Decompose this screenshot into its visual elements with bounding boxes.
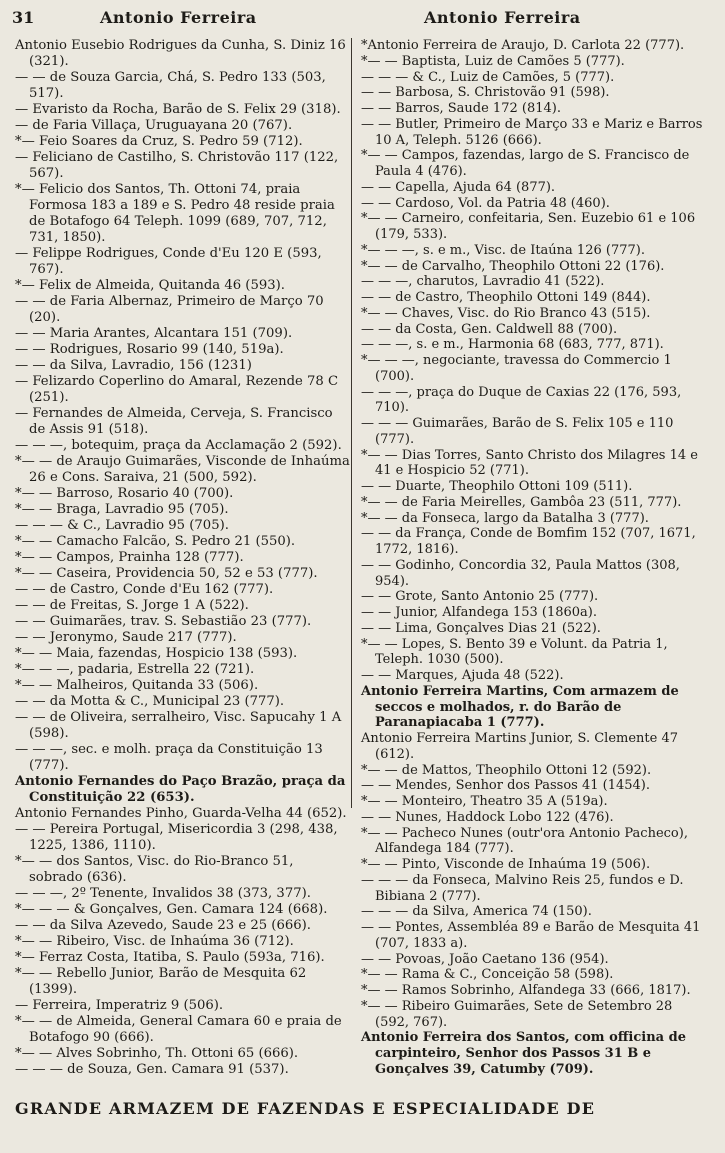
directory-entry: *— Ferraz Costa, Itatiba, S. Paulo (593a, 716). [15,950,325,965]
directory-entry: *— — de Almeida, General Camara 60 e praia de Botafogo 90 (666). [15,1014,342,1045]
directory-entry: — — — Guimarães, Barão de S. Felix 105 e 110 (777). [361,416,674,447]
directory-entry: — — Duarte, Theophilo Ottoni 109 (511). [361,479,633,494]
directory-entry: *— — Rebello Junior, Barão de Mesquita 62 (1399). [15,966,307,997]
directory-entry: — — —, 2º Tenente, Invalidos 38 (373, 377). [15,886,311,901]
directory-entry: — — Grote, Santo Antonio 25 (777). [361,589,599,605]
running-head-left: Antonio Ferreira [100,8,257,27]
directory-entry: — — Maria Arantes, Alcantara 151 (709). [15,326,293,341]
directory-entry: — — de Faria Albernaz, Primeiro de Março 70 (20). [15,294,324,325]
directory-entry: — — — & C., Lavradio 95 (705). [15,518,229,533]
directory-entry: *— Felix de Almeida, Quitanda 46 (593). [15,278,285,293]
directory-entry: — Feliciano de Castilho, S. Christovão 117 (122, 567). [15,150,339,181]
directory-entry: *— — Baptista, Luiz de Camões 5 (777). [361,53,625,69]
directory-entry: — — Povoas, João Caetano 136 (954). [361,951,609,967]
directory-entry: *— — Campos, fazendas, largo de S. Francisco de Paula 4 (476). [361,148,690,179]
directory-entry: — — — & C., Luiz de Camões, 5 (777). [361,69,615,85]
directory-entry: *— — de Faria Meirelles, Gambôa 23 (511, 777). [361,494,682,510]
column-divider [351,38,352,808]
directory-entry: *— — Rama & C., Conceição 58 (598). [361,967,614,983]
directory-entry: — — — da Silva, America 74 (150). [361,904,592,920]
directory-entry: — — de Freitas, S. Jorge 1 A (522). [15,598,249,613]
directory-entry: — — da Motta & C., Municipal 23 (777). [15,694,285,709]
directory-entry: — — Jeronymo, Saude 217 (777). [15,630,237,645]
directory-entry: *— — —, s. e m., Visc. de Itaúna 126 (777). [361,242,645,258]
directory-entry: *— — Barroso, Rosario 40 (700). [15,486,234,501]
directory-entry: — — Junior, Alfandega 153 (1860a). [361,605,598,620]
directory-entry: — — da Silva Azevedo, Saude 23 e 25 (666). [15,918,311,933]
left-column [15,38,351,1078]
directory-entry: *— — Alves Sobrinho, Th. Ottoni 65 (666). [15,1046,299,1061]
directory-entry: — — de Castro, Conde d'Eu 162 (777). [15,582,274,597]
directory-entry: — — —, praça do Duque de Caxias 22 (176, 593, 710). [361,384,682,416]
directory-entry: — Ferreira, Imperatriz 9 (506). [15,998,224,1013]
directory-entry: — — Pereira Portugal, Misericordia 3 (298, 438, 1225, 1386, 1110). [15,822,338,853]
directory-entry: — de Faria Villaça, Uruguayana 20 (767). [15,118,293,133]
directory-entry: Antonio Ferreira Martins Junior, S. Clemente 47 (612). [361,731,678,762]
directory-entry: *— — Malheiros, Quitanda 33 (506). [15,678,259,693]
directory-entry: *— — Ribeiro Guimarães, Sete de Setembro 28 (592, 767). [361,998,673,1030]
directory-entry: — — Lima, Gonçalves Dias 21 (522). [361,620,601,636]
directory-entry: — — de Oliveira, serralheiro, Visc. Sapucahy 1 A (598). [15,710,342,741]
directory-entry: — — Mendes, Senhor dos Passos 41 (1454). [361,778,650,794]
directory-entry: *— — da Fonseca, largo da Batalha 3 (777). [361,510,649,526]
directory-entry: Antonio Fernandes Pinho, Guarda-Velha 44 (652). [15,806,347,821]
directory-entry: — — —, botequim, praça da Acclamação 2 (592). [15,438,342,453]
directory-entry: *— — de Araujo Guimarães, Visconde de Inhaúma 26 e Cons. Saraiva, 21 (500, 592). [15,454,350,485]
directory-entry: — — Pontes, Assembléa 89 e Barão de Mesquita 41 (707, 1833 a). [361,920,701,951]
directory-entry: *— — Pacheco Nunes (outr'ora Antonio Pacheco), Alfandega 184 (777). [361,825,688,857]
directory-entry: — — —, s. e m., Harmonia 68 (683, 777, 871). [361,337,664,353]
directory-entry: *— Feio Soares da Cruz, S. Pedro 59 (712). [15,134,303,149]
directory-entry: Antonio Eusebio Rodrigues da Cunha, S. Diniz 16 (321). [15,38,346,69]
directory-entry: — — —, sec. e molh. praça da Constituição 13 (777). [15,742,323,773]
directory-entry: *— — de Mattos, Theophilo Ottoni 12 (592). [361,762,652,778]
directory-entry: — — —, charutos, Lavradio 41 (522). [361,274,605,290]
directory-entry: — — Godinho, Concordia 32, Paula Mattos (308, 954). [361,557,680,589]
directory-entry: — — Guimarães, trav. S. Sebastião 23 (777). [15,614,312,629]
directory-entry: *— — dos Santos, Visc. do Rio-Branco 51, sobrado (636). [15,854,294,885]
directory-entry: *— — Braga, Lavradio 95 (705). [15,502,229,517]
page-number: 31 [12,8,35,27]
directory-entry: — — Cardoso, Vol. da Patria 48 (460). [361,195,610,211]
directory-entry: *— — Ramos Sobrinho, Alfandega 33 (666, 1817). [361,983,691,998]
directory-entry: — Fernandes de Almeida, Cerveja, S. Francisco de Assis 91 (518). [15,406,333,437]
directory-entry: — — — da Fonseca, Malvino Reis 25, fundos e D. Bibiana 2 (777). [361,872,684,904]
directory-entry: *— — Campos, Prainha 128 (777). [15,550,244,565]
directory-entry: — Felizardo Coperlino do Amaral, Rezende 78 C (251). [15,374,339,405]
directory-entry: — — da Silva, Lavradio, 156 (1231) [15,358,252,373]
directory-entry: *— — Ribeiro, Visc. de Inhaúma 36 (712). [15,934,294,949]
directory-entry: *— — Monteiro, Theatro 35 A (519a). [361,794,608,809]
directory-entry: — — da Costa, Gen. Caldwell 88 (700). [361,321,618,337]
directory-entry: *— — Maia, fazendas, Hospicio 138 (593). [15,646,298,661]
directory-entry: — — Rodrigues, Rosario 99 (140, 519a). [15,342,284,357]
directory-entry: Antonio Fernandes do Paço Brazão, praça da Constituição 22 (653). [15,774,346,805]
directory-entry: Antonio Ferreira Martins, Com armazem de seccos e molhados, r. do Barão de Paranapiacaba 1 (777). [361,683,679,731]
directory-entry: *— — Lopes, S. Bento 39 e Volunt. da Patria 1, Teleph. 1030 (500). [361,636,668,668]
directory-entry: *— — —, padaria, Estrella 22 (721). [15,662,255,677]
directory-entry: *— — Dias Torres, Santo Christo dos Milagres 14 e 41 e Hospicio 52 (771). [361,447,698,479]
right-column [361,38,705,1078]
directory-entry: *— — Camacho Falcão, S. Pedro 21 (550). [15,534,296,549]
directory-entry: — — de Castro, Theophilo Ottoni 149 (844). [361,290,651,305]
directory-entry: *— — de Carvalho, Theophilo Ottoni 22 (176). [361,258,665,274]
directory-entry: — Felippe Rodrigues, Conde d'Eu 120 E (593, 767). [15,246,322,277]
directory-entry: — — Marques, Ajuda 48 (522). [361,668,564,683]
directory-entry: *— — Carneiro, confeitaria, Sen. Euzebio 61 e 106 (179, 533). [361,211,696,242]
directory-entry: — — da França, Conde de Bomfim 152 (707, 1671, 1772, 1816). [361,526,696,557]
directory-entry: — — Barbosa, S. Christovão 91 (598). [361,85,610,101]
directory-entry: *— — Caseira, Providencia 50, 52 e 53 (777). [15,566,318,581]
running-head-right: Antonio Ferreira [424,8,581,27]
directory-entry: Antonio Ferreira dos Santos, com officina de carpinteiro, Senhor dos Passos 31 B e Gonçalves 39, Catumby (709). [361,1030,686,1077]
directory-entry: *— — — & Gonçalves, Gen. Camara 124 (668). [15,902,328,917]
directory-entry: — — Butler, Primeiro de Março 33 e Mariz e Barros 10 A, Teleph. 5126 (666). [361,116,703,148]
directory-entry: *— — Chaves, Visc. do Rio Branco 43 (515). [361,305,651,321]
directory-entry: — — de Souza Garcia, Chá, S. Pedro 133 (503, 517). [15,70,326,101]
directory-entry: — Evaristo da Rocha, Barão de S. Felix 29 (318). [15,102,341,117]
directory-entry: — — Capella, Ajuda 64 (877). [361,179,556,195]
page-header [0,6,725,32]
footer-banner: GRANDE ARMAZEM DE FAZENDAS E ESPECIALIDADE DE [15,1099,596,1118]
directory-entry: *— Felicio dos Santos, Th. Ottoni 74, praia Formosa 183 a 189 e S. Pedro 48 reside praia de Botafogo 64 Teleph. 1099 (689, 707, 712, 731, 1850). [15,182,335,245]
directory-entry: — — Barros, Saude 172 (814). [361,101,561,116]
directory-entry: — — — de Souza, Gen. Camara 91 (537). [15,1062,289,1077]
directory-entry: *— — —, negociante, travessa do Commercio 1 (700). [361,353,672,384]
directory-entry: *— — Pinto, Visconde de Inhaúma 19 (506). [361,857,651,872]
directory-entry: *Antonio Ferreira de Araujo, D. Carlota 22 (777). [361,38,685,53]
directory-entry: — — Nunes, Haddock Lobo 122 (476). [361,809,614,825]
